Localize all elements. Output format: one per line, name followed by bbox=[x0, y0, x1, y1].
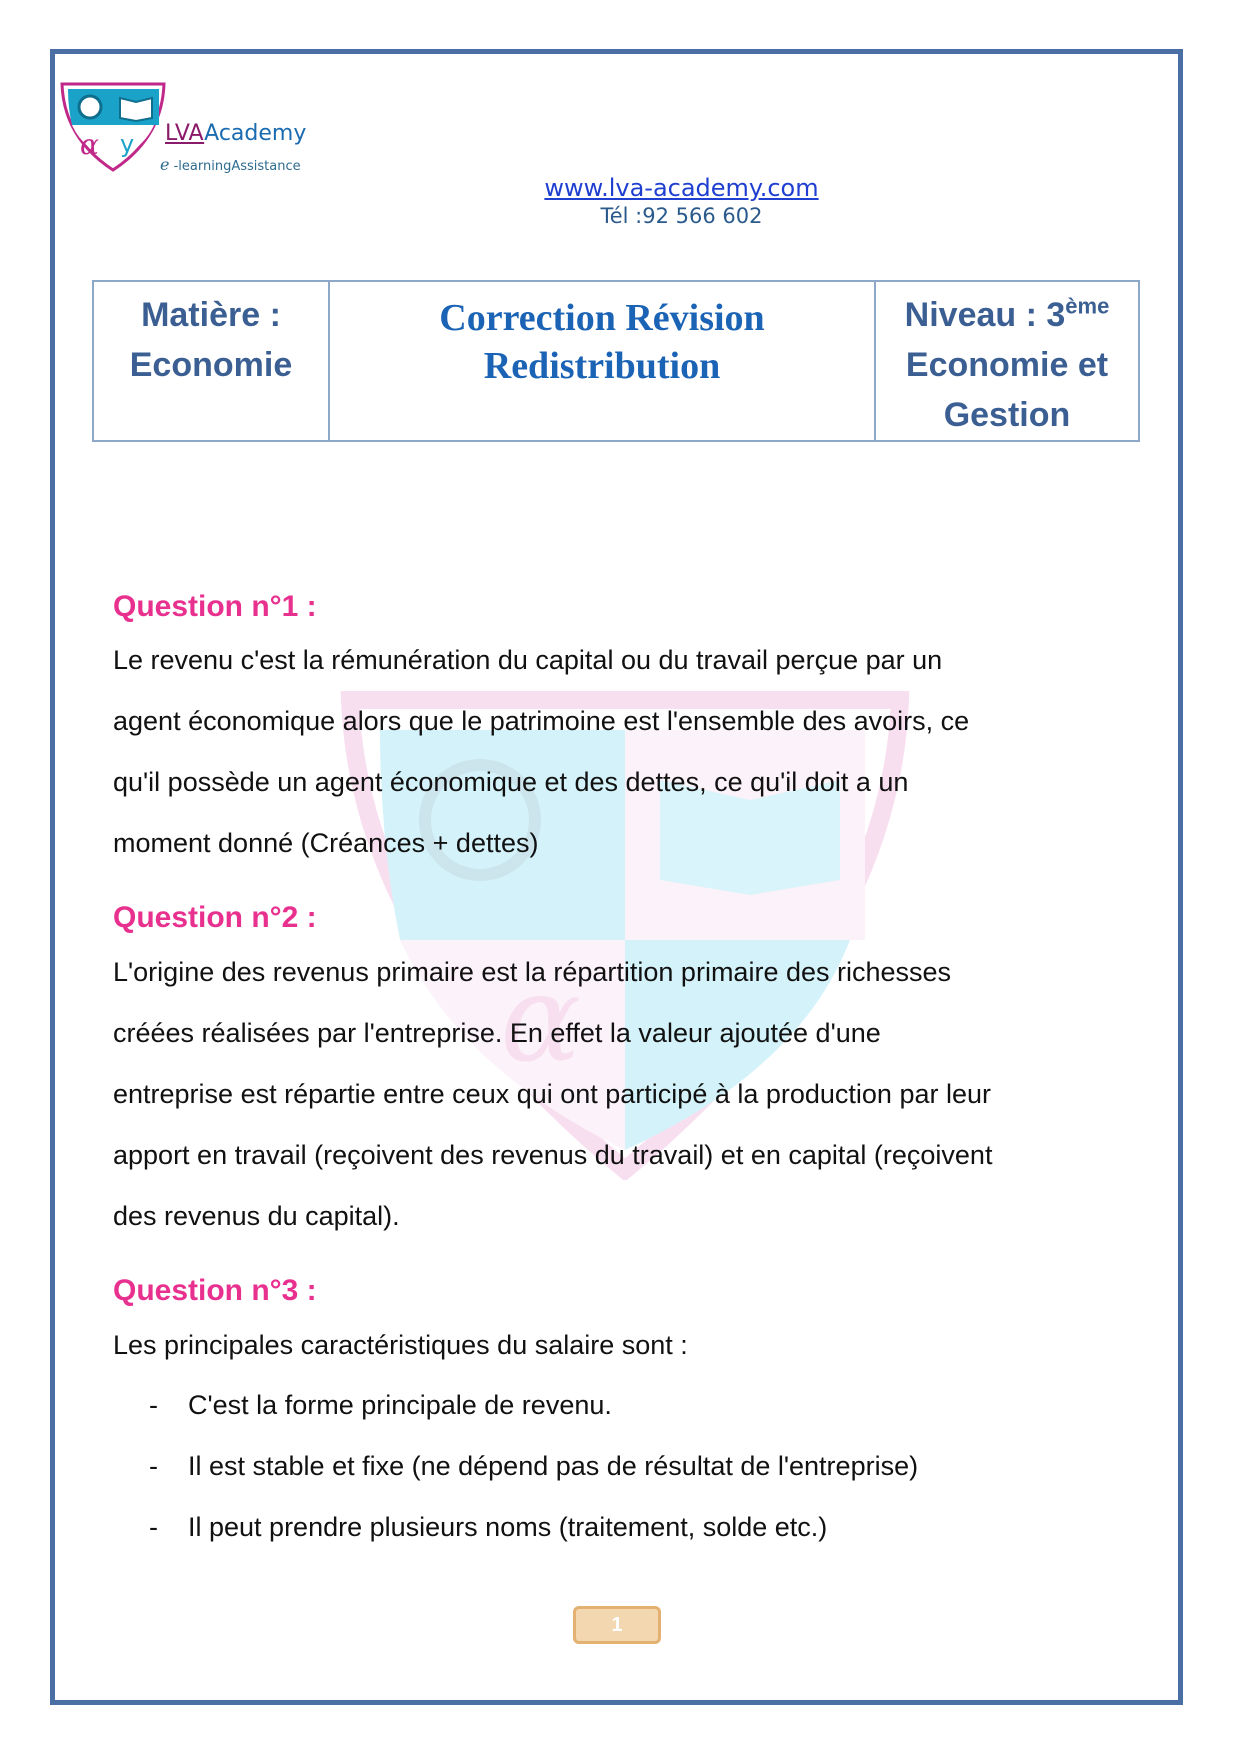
question-1-answer bbox=[113, 630, 969, 874]
brand-name bbox=[165, 121, 306, 146]
info-table bbox=[92, 280, 1140, 442]
matiere-label: Matière : bbox=[141, 296, 281, 334]
answer-line: apport en travail (reçoivent des revenus du travail) et en capital (reçoivent bbox=[113, 1140, 993, 1170]
answer-line: qu'il possède un agent économique et des dettes, ce qu'il doit a un bbox=[113, 767, 909, 797]
brand-tagline bbox=[160, 155, 301, 174]
question-2-title: Question n°2 : bbox=[113, 901, 317, 934]
question-3-title: Question n°3 : bbox=[113, 1274, 317, 1307]
answer-line: créées réalisées par l'entreprise. En effet la valeur ajoutée d'une bbox=[113, 1018, 881, 1048]
tagline-text: -learningAssistance bbox=[173, 159, 301, 174]
title-cell bbox=[329, 281, 875, 441]
website-link[interactable]: www.lva-academy.com bbox=[544, 174, 819, 202]
list-item bbox=[113, 1436, 918, 1497]
niveau-line-2: Economie et bbox=[905, 346, 1109, 384]
list-item bbox=[113, 1497, 918, 1558]
answer-line: moment donné (Créances + dettes) bbox=[113, 828, 539, 858]
lva-academy-logo bbox=[58, 80, 168, 172]
bullet-dash: - bbox=[149, 1390, 158, 1420]
list-item bbox=[113, 1375, 918, 1436]
phone-number: Tél :92 566 602 bbox=[600, 204, 763, 228]
question-1-title: Question n°1 : bbox=[113, 590, 317, 623]
niveau-sup: ème bbox=[1065, 293, 1110, 319]
tagline-e: e bbox=[160, 155, 170, 174]
answer-line: Le revenu c'est la rémunération du capital ou du travail perçue par un bbox=[113, 645, 943, 675]
list-item-text: Il peut prendre plusieurs noms (traitement, solde etc.) bbox=[188, 1512, 828, 1542]
page-number-badge: 1 bbox=[573, 1606, 661, 1644]
question-3-intro: Les principales caractéristiques du salaire sont : bbox=[113, 1330, 688, 1360]
niveau-cell bbox=[875, 281, 1139, 441]
niveau-label: Niveau : 3 bbox=[904, 296, 1066, 334]
answer-line: agent économique alors que le patrimoine est l'ensemble des avoirs, ce bbox=[113, 706, 970, 736]
svg-text:y: y bbox=[120, 130, 135, 158]
salary-characteristics-list bbox=[113, 1375, 918, 1558]
title-line-2: Redistribution bbox=[483, 345, 721, 387]
matiere-cell bbox=[93, 281, 329, 441]
title-line-1: Correction Révision bbox=[439, 297, 765, 339]
matiere-value: Economie bbox=[129, 346, 293, 384]
list-item-text: C'est la forme principale de revenu. bbox=[188, 1390, 612, 1420]
svg-text:y: y bbox=[670, 948, 736, 1076]
niveau-line-3: Gestion bbox=[943, 396, 1071, 434]
question-2-answer bbox=[113, 942, 992, 1247]
list-item-text: Il est stable et fixe (ne dépend pas de résultat de l'entreprise) bbox=[188, 1451, 919, 1481]
brand-lva: LVA bbox=[165, 121, 205, 146]
brand-academy: Academy bbox=[204, 121, 307, 146]
answer-line: entreprise est répartie entre ceux qui ont participé à la production par leur bbox=[113, 1079, 992, 1109]
bullet-dash: - bbox=[149, 1512, 158, 1542]
svg-text:α: α bbox=[500, 950, 582, 1089]
svg-text:α: α bbox=[80, 128, 99, 161]
bullet-dash: - bbox=[149, 1451, 158, 1481]
answer-line: L'origine des revenus primaire est la répartition primaire des richesses bbox=[113, 957, 952, 987]
answer-line: des revenus du capital). bbox=[113, 1201, 400, 1231]
